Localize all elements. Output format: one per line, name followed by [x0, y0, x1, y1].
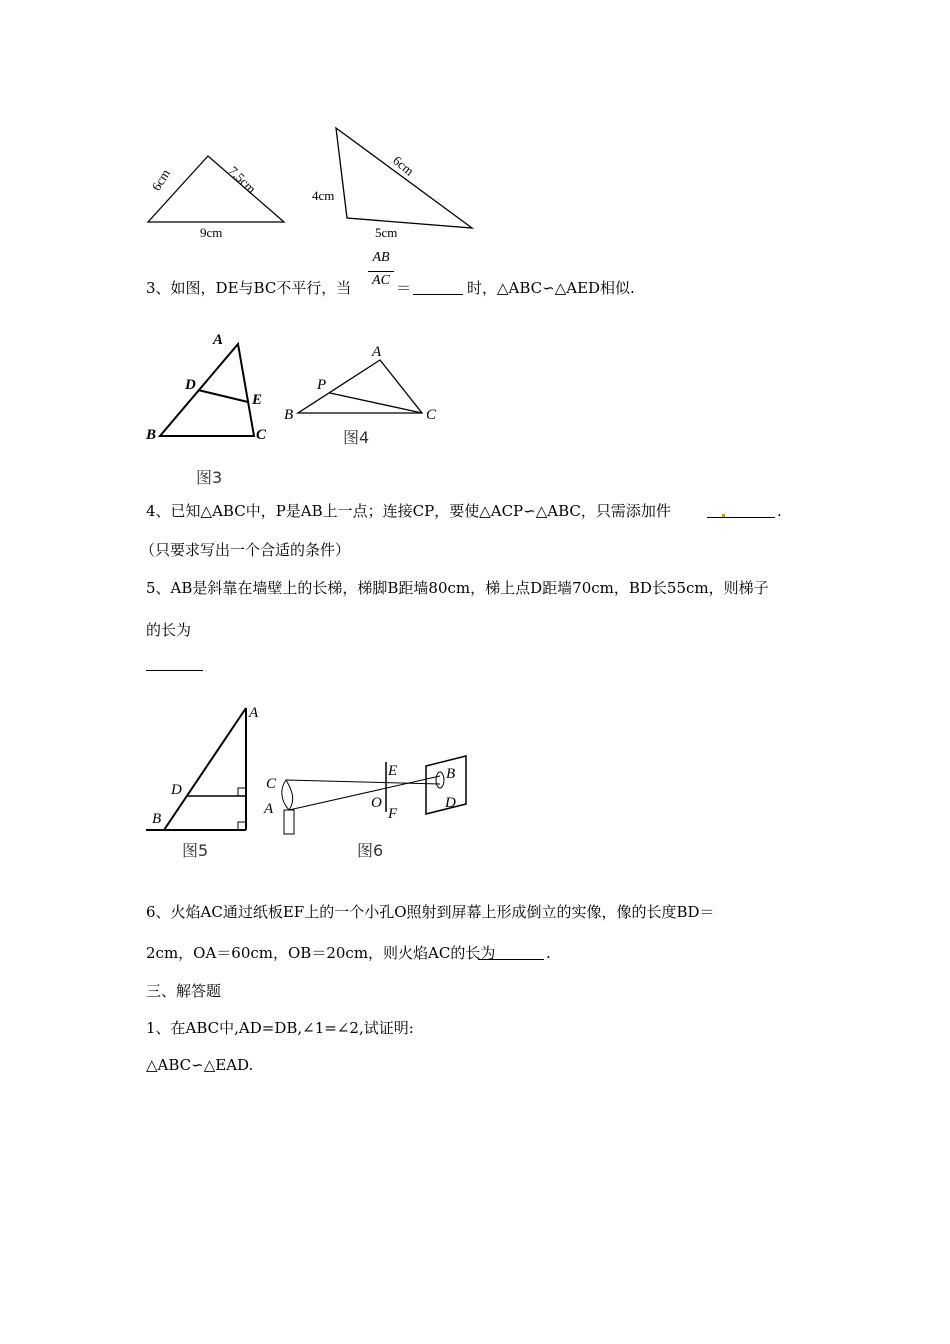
q5-line1: 5、AB是斜靠在墙壁上的长梯，梯脚B距墙80cm，梯上点D距墙70cm，BD长55cm，则梯子 [146, 579, 769, 597]
fig4-label-a: A [372, 344, 382, 360]
fig3-label-b: B [146, 427, 157, 443]
q4-answer-blank[interactable] [707, 501, 775, 518]
right-triangle-right-side-label: 6cm [390, 152, 417, 179]
q6-line1: 6、火焰AC通过纸板EF上的一个小孔O照射到屏幕上形成倒立的实像，像的长度BD＝ [146, 903, 715, 921]
fig4-label-c: C [426, 407, 437, 423]
fig3-label-c: C [256, 427, 267, 443]
fig5-label-b: B [152, 811, 162, 827]
q3-suffix: 时，△ABC∽△AED相似. [467, 279, 635, 297]
fig3-triangle-abc [160, 344, 254, 436]
q5-line2: 的长为 [146, 621, 192, 639]
fig4-caption: 图4 [343, 428, 370, 447]
q3-answer-blank[interactable] [413, 278, 463, 295]
q4-end: . [777, 502, 782, 520]
q6-line2: 2cm，OA＝60cm，OB＝20cm，则火焰AC的长为 [146, 944, 496, 962]
right-triangle-left-side-label: 4cm [312, 188, 335, 203]
fig5-label-a: A [249, 705, 259, 721]
fig6-caption: 图6 [357, 841, 384, 860]
right-triangle-base-label: 5cm [375, 225, 398, 240]
q4-text: 4、已知△ABC中，P是AB上一点；连接CP，要使△ACP∽△ABC，只需添加件 [146, 502, 671, 520]
fig6-label-b: B [446, 766, 456, 782]
s3q1-line2: △ABC∽△EAD. [146, 1056, 254, 1074]
similar-triangles-figure [140, 120, 480, 245]
right-triangle [336, 128, 472, 228]
fig6-label-c: C [266, 776, 277, 792]
left-triangle [148, 156, 284, 222]
s3q1-line1: 1、在ABC中,AD=DB,∠1=∠2,试证明: [146, 1019, 414, 1037]
fig5-right-angle-upper [238, 788, 246, 796]
fig6-label-a: A [264, 801, 274, 817]
q3-prefix: 3、如图，DE与BC不平行，当 [146, 279, 352, 297]
fig3-label-a: A [213, 332, 224, 348]
fig5-right-angle-lower [238, 822, 246, 830]
fig3-caption: 图3 [196, 468, 223, 487]
fig5-ladder [164, 708, 246, 830]
fig6-ray-top [286, 780, 440, 784]
q3-fraction-denominator: AC [372, 273, 390, 288]
q6-end: . [546, 944, 551, 962]
fig5-label-d: D [171, 782, 182, 798]
section3-title: 三、解答题 [146, 982, 222, 1000]
q3-fraction-bar [368, 271, 394, 272]
figure-5-6 [140, 700, 480, 835]
fig6-flame [282, 780, 293, 810]
q5-answer-blank[interactable] [146, 670, 203, 671]
fig3-label-d: D [185, 377, 196, 393]
fig6-image [436, 772, 444, 788]
fig6-label-f: F [388, 806, 398, 822]
q3-equals: ＝ [396, 279, 412, 297]
fig6-candle [284, 810, 294, 834]
left-triangle-left-side-label: 6cm [148, 166, 174, 194]
q3-fraction-numerator: AB [372, 250, 390, 265]
fig6-label-o: O [371, 795, 382, 811]
fig5-caption: 图5 [182, 841, 209, 860]
left-triangle-base-label: 9cm [200, 225, 223, 240]
fig6-label-e: E [388, 763, 398, 779]
q4-note: （只要求写出一个合适的条件） [140, 541, 351, 559]
fig4-label-b: B [284, 407, 294, 423]
fig4-label-p: P [317, 377, 327, 393]
q6-answer-blank[interactable] [478, 943, 544, 960]
fig6-label-d: D [445, 795, 456, 811]
fig3-label-e: E [252, 392, 263, 408]
q4-blank-dot [722, 514, 725, 517]
fig3-segment-de [198, 390, 248, 402]
left-triangle-right-side-label: 7.5cm [225, 162, 260, 197]
